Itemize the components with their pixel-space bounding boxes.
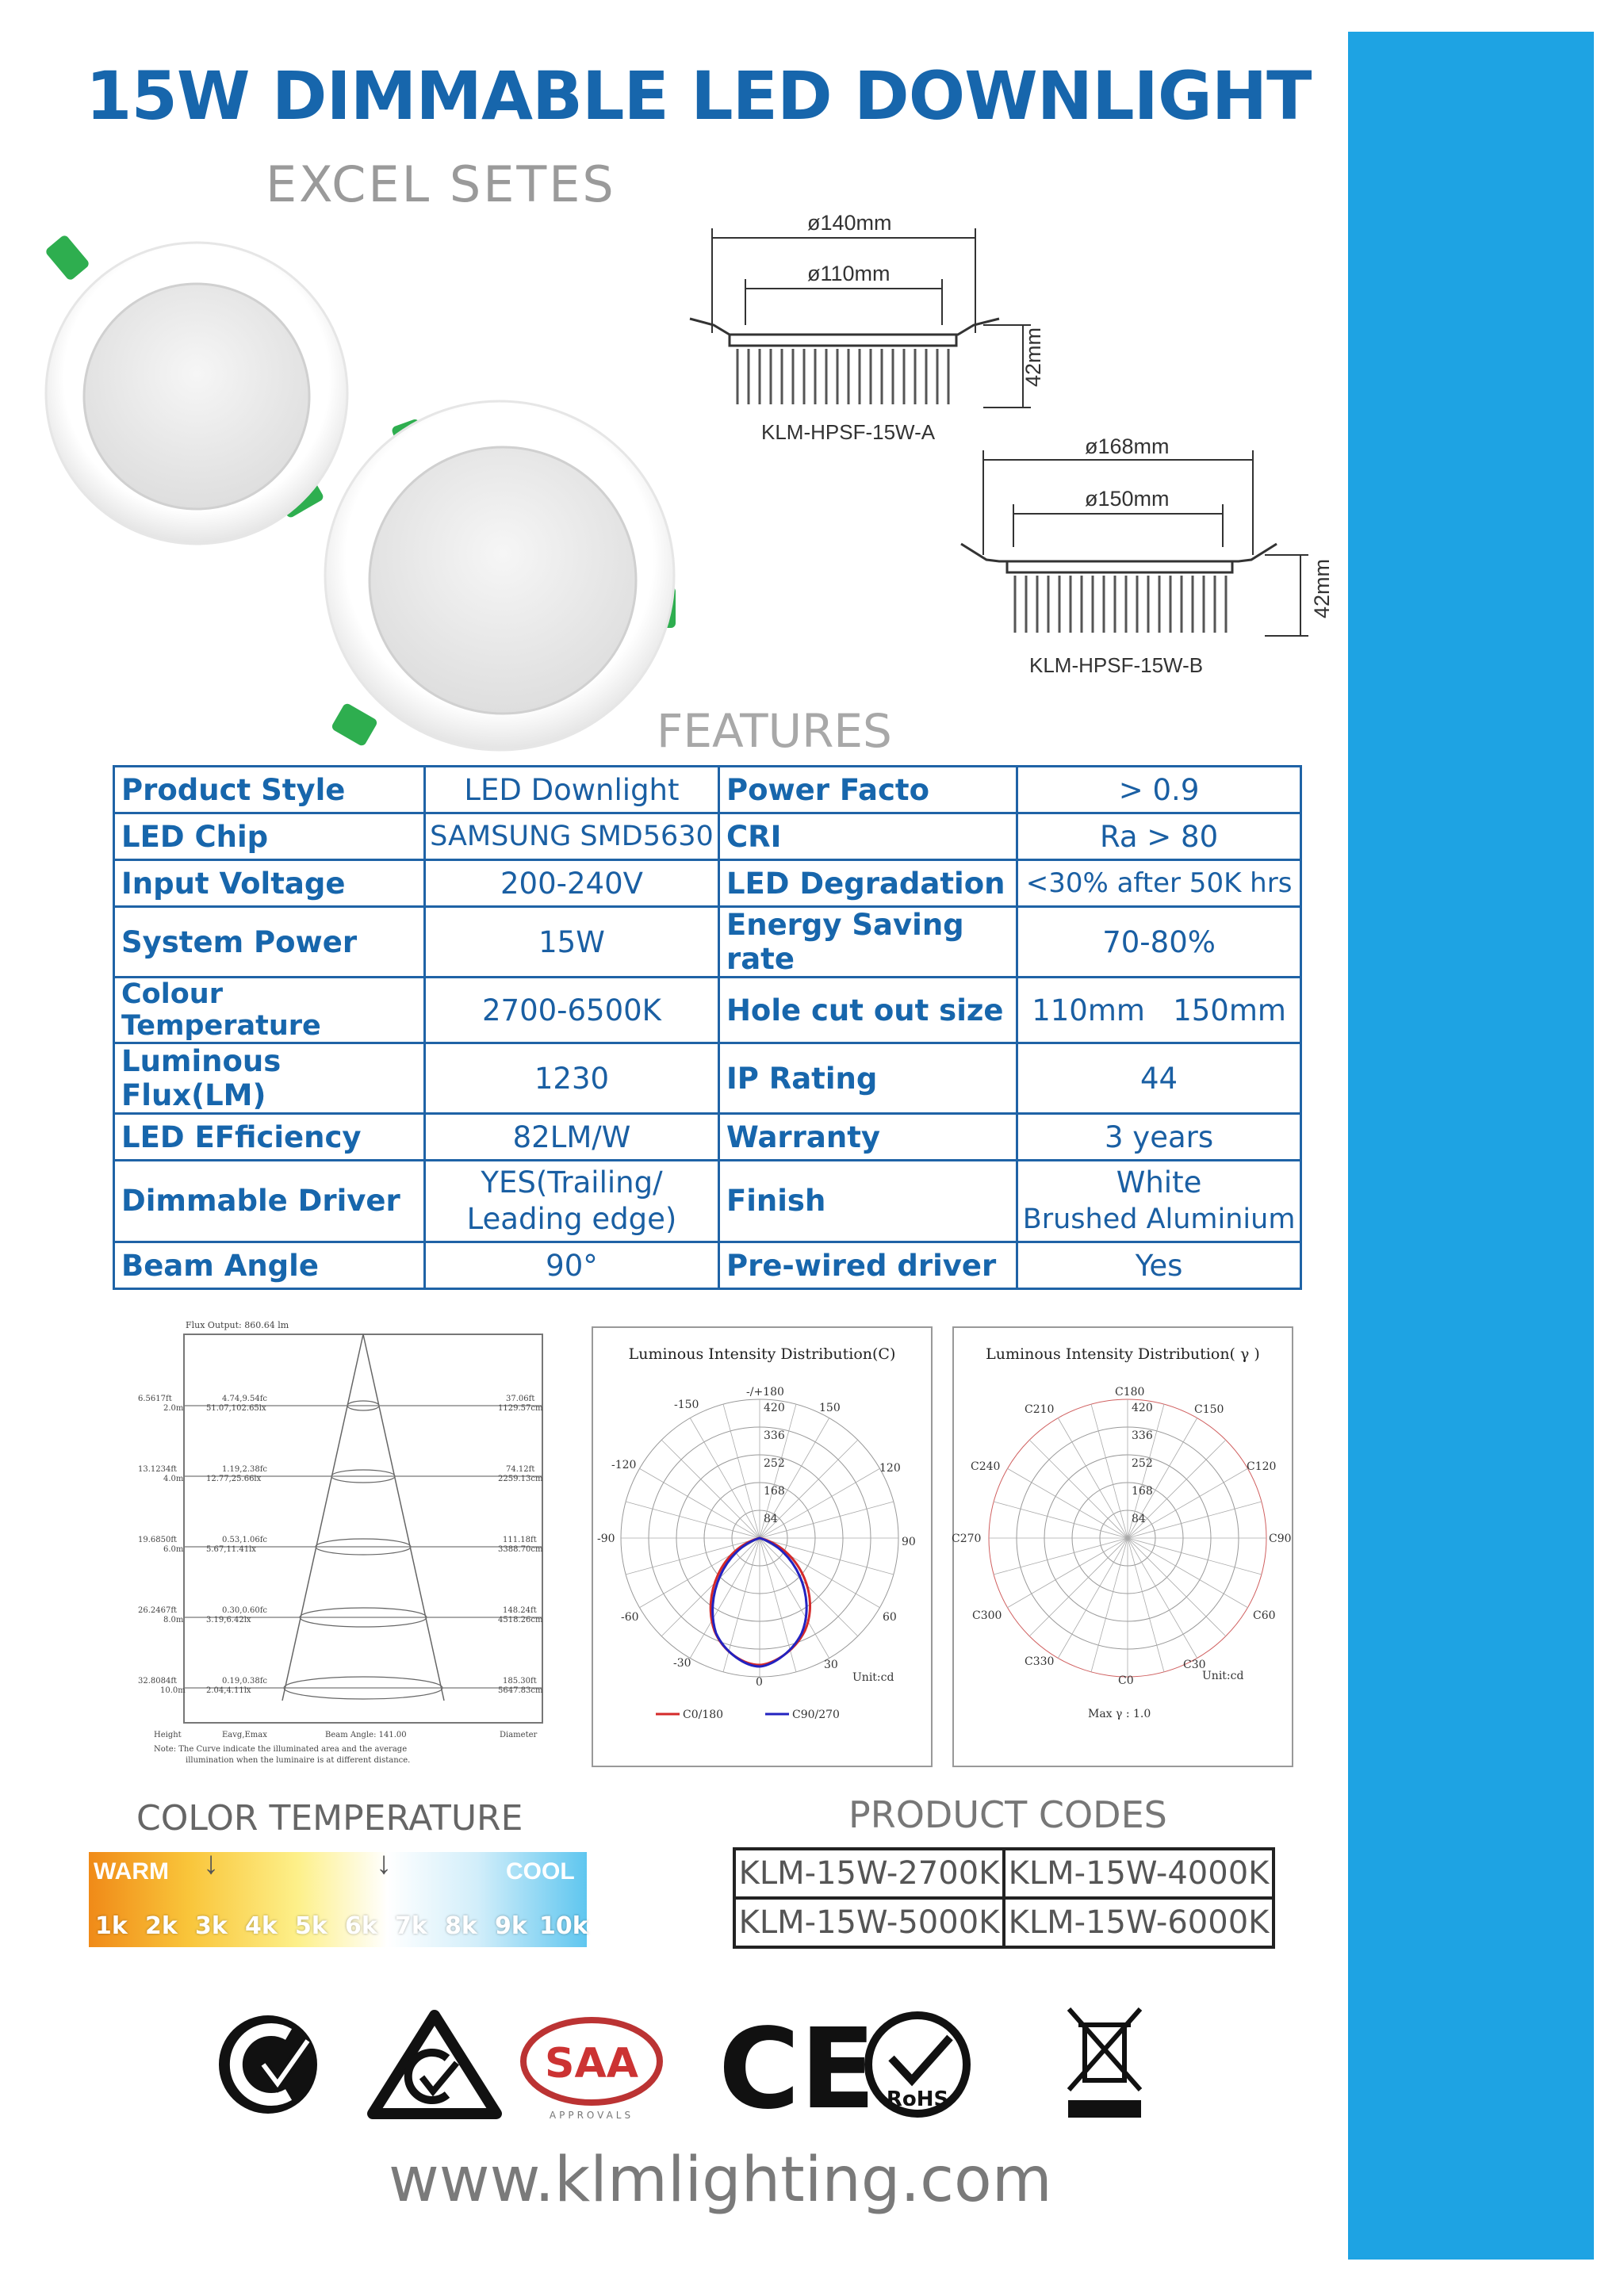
angle-label: -120	[611, 1459, 637, 1471]
height-ft: 6.5617ft	[138, 1395, 172, 1403]
dimension-drawing-b	[952, 428, 1340, 658]
spec-table	[113, 765, 1302, 1290]
spec-label: Luminous Flux(LM)	[114, 1043, 425, 1114]
spec-label: Product Style	[114, 767, 425, 813]
height-m: 8.0m	[163, 1616, 184, 1624]
eavg-lx: 2.04,4.11lx	[206, 1686, 251, 1695]
dimension-a-outer: ø140mm	[807, 211, 892, 235]
table-row	[114, 907, 1301, 978]
eavg-lx: 51.07,102.65lx	[206, 1404, 266, 1413]
side-bar	[1348, 32, 1594, 2260]
ring-label: 336	[1132, 1429, 1153, 1442]
dimension-a-height: 42mm	[1021, 327, 1045, 387]
ct-tick: 7k	[395, 1912, 427, 1940]
saa-text: SAA	[545, 2040, 638, 2087]
spec-value: 3 years	[1017, 1114, 1301, 1161]
angle-label: C180	[1115, 1386, 1145, 1399]
product-codes-table	[733, 1847, 1275, 1949]
dimension-drawing-a	[682, 206, 1055, 452]
ring-label: 420	[1132, 1402, 1153, 1414]
spec-value-multiline	[424, 1161, 718, 1242]
arrow-down-icon: ↓	[376, 1846, 392, 1881]
ring-label: 252	[1132, 1457, 1153, 1470]
rohs-text: RoHS	[886, 2087, 949, 2111]
angle-label: C90	[1269, 1533, 1292, 1545]
ct-tick: 4k	[245, 1912, 278, 1940]
ring-label: 336	[764, 1429, 785, 1442]
diameter-cm: 1129.57cm	[498, 1404, 543, 1413]
product-code: KLM-15W-5000K	[734, 1898, 1004, 1947]
table-row	[734, 1898, 1274, 1947]
table-row	[114, 1114, 1301, 1161]
col-eavg: Eavg,Emax	[222, 1731, 267, 1739]
diameter-ft: 37.06ft	[506, 1395, 535, 1403]
angle-label: 0	[756, 1676, 763, 1689]
unit-label: Unit:cd	[1202, 1670, 1244, 1682]
model-a-label: KLM-HPSF-15W-A	[761, 420, 936, 444]
table-row	[114, 860, 1301, 907]
spec-value: 70-80%	[1017, 907, 1301, 978]
angle-label: C300	[972, 1609, 1002, 1622]
table-row	[114, 978, 1301, 1043]
angle-label: 60	[883, 1611, 897, 1624]
spec-value: Yes	[1017, 1242, 1301, 1289]
ring-label: 168	[1132, 1485, 1153, 1498]
website-url[interactable]: www.klmlighting.com	[389, 2145, 1052, 2216]
eavg-lx: 5.67,11.41lx	[206, 1545, 256, 1554]
max-gamma-label: Max γ : 1.0	[1088, 1708, 1151, 1720]
illuminance-diagram	[135, 1312, 579, 1772]
spec-label: Finish	[718, 1161, 1017, 1242]
angle-label: 30	[824, 1659, 838, 1671]
col-height: Height	[154, 1731, 182, 1739]
polar-chart-gamma	[952, 1326, 1294, 1768]
product-code: KLM-15W-4000K	[1004, 1849, 1274, 1898]
cool-label: COOL	[506, 1858, 575, 1885]
spec-label: Hole cut out size	[718, 978, 1017, 1043]
spec-label: Dimmable Driver	[114, 1161, 425, 1242]
ct-tick: 10k	[539, 1912, 588, 1940]
angle-label: C30	[1183, 1659, 1206, 1671]
spec-label: Power Facto	[718, 767, 1017, 813]
note-line-1: Note: The Curve indicate the illuminated area and the average	[154, 1745, 408, 1754]
spec-value-multiline	[1017, 1161, 1301, 1242]
diameter-cm: 2259.13cm	[498, 1475, 543, 1483]
dimension-b-height: 42mm	[1310, 558, 1334, 618]
diameter-ft: 185.30ft	[503, 1677, 537, 1686]
legend-label-c90: C90/270	[792, 1709, 840, 1721]
ring-label: 252	[764, 1457, 785, 1470]
angle-label: C270	[952, 1533, 982, 1545]
eavg-fc: 0.53,1.06fc	[222, 1536, 268, 1544]
height-ft: 19.6850ft	[138, 1536, 178, 1544]
angle-label: -60	[621, 1611, 639, 1624]
ring-label: 420	[764, 1402, 785, 1414]
spec-value: 44	[1017, 1043, 1301, 1114]
table-row	[114, 813, 1301, 860]
dimension-b-outer: ø168mm	[1085, 434, 1170, 458]
product-code: KLM-15W-6000K	[1004, 1898, 1274, 1947]
height-m: 6.0m	[163, 1545, 184, 1554]
model-b-label: KLM-HPSF-15W-B	[1029, 653, 1204, 677]
spec-label: Input Voltage	[114, 860, 425, 907]
ct-tick: 3k	[195, 1912, 228, 1940]
spec-label: Pre-wired driver	[718, 1242, 1017, 1289]
downlight-b-photo	[325, 401, 676, 750]
ring-label: 84	[764, 1513, 778, 1525]
angle-label: C240	[971, 1460, 1001, 1473]
spec-value: 2700-6500K	[424, 978, 718, 1043]
angle-label: 120	[879, 1462, 901, 1475]
diameter-ft: 74.12ft	[506, 1465, 535, 1474]
spec-label: Beam Angle	[114, 1242, 425, 1289]
angle-label: -150	[674, 1399, 699, 1411]
diameter-ft: 111.18ft	[503, 1536, 537, 1544]
height-ft: 26.2467ft	[138, 1606, 178, 1615]
col-beam-angle: Beam Angle: 141.00	[325, 1731, 407, 1739]
spec-label: CRI	[718, 813, 1017, 860]
spec-value: 90°	[424, 1242, 718, 1289]
spec-label: LED EFficiency	[114, 1114, 425, 1161]
eavg-fc: 0.30,0.60fc	[222, 1606, 268, 1615]
table-row	[734, 1849, 1274, 1898]
angle-label: C60	[1253, 1609, 1276, 1622]
ring-label: 84	[1132, 1513, 1146, 1525]
height-ft: 32.8084ft	[138, 1677, 178, 1686]
col-diameter: Diameter	[500, 1731, 538, 1739]
eavg-fc: 1.19,2.38fc	[222, 1465, 268, 1474]
table-row	[114, 767, 1301, 813]
height-ft: 13.1234ft	[138, 1465, 178, 1474]
eavg-fc: 0.19,0.38fc	[222, 1677, 268, 1686]
series-name: EXCEL SETES	[266, 155, 616, 213]
ct-tick: 5k	[295, 1912, 327, 1940]
spec-value-line: Brushed Aluminium	[1022, 1203, 1296, 1235]
diameter-cm: 3388.70cm	[498, 1545, 543, 1554]
polar-c-title: Luminous Intensity Distribution(C)	[628, 1345, 896, 1363]
spec-value: <30% after 50K hrs	[1017, 860, 1301, 907]
color-temperature-heading: COLOR TEMPERATURE	[136, 1798, 523, 1839]
ring-label: 168	[764, 1485, 785, 1498]
legend-label-c0: C0/180	[683, 1709, 724, 1721]
rcm-triangle-icon	[373, 2015, 496, 2114]
spec-value: 15W	[424, 907, 718, 978]
spec-value-line: Leading edge)	[466, 1202, 677, 1236]
polar-chart-c	[591, 1326, 933, 1768]
flux-output-label: Flux Output: 860.64 lm	[186, 1320, 289, 1330]
saa-logo	[523, 2020, 660, 2121]
spec-value-line: YES(Trailing/	[481, 1165, 663, 1200]
saa-subtext: APPROVALS	[549, 2110, 634, 2121]
height-m: 10.0m	[160, 1686, 186, 1695]
warm-label: WARM	[94, 1858, 169, 1885]
angle-label: -30	[673, 1657, 691, 1670]
table-row	[114, 1043, 1301, 1114]
spec-value: > 0.9	[1017, 767, 1301, 813]
height-m: 2.0m	[163, 1404, 184, 1413]
spec-value: 200-240V	[424, 860, 718, 907]
certification-logos	[214, 2001, 1150, 2128]
spec-value: 1230	[424, 1043, 718, 1114]
eavg-lx: 3.19,6.42lx	[206, 1616, 251, 1624]
ct-tick: 1k	[95, 1912, 128, 1940]
rohs-icon	[868, 2015, 967, 2114]
angle-label: 150	[819, 1402, 841, 1414]
diameter-cm: 5647.83cm	[498, 1686, 543, 1695]
spec-label: System Power	[114, 907, 425, 978]
product-codes-heading: PRODUCT CODES	[848, 1793, 1167, 1836]
spec-value-line: White	[1116, 1165, 1202, 1200]
angle-label: C210	[1025, 1403, 1055, 1416]
height-m: 4.0m	[163, 1475, 184, 1483]
angle-label: C0	[1118, 1674, 1134, 1687]
angle-label: -/+180	[746, 1386, 784, 1399]
spec-value: 82LM/W	[424, 1114, 718, 1161]
ct-tick: 9k	[495, 1912, 527, 1940]
page-title: 15W DIMMABLE LED DOWNLIGHT	[86, 57, 1312, 135]
dimension-a-inner: ø110mm	[807, 262, 891, 285]
table-row	[114, 1161, 1301, 1242]
weee-bin-icon	[1069, 2009, 1140, 2115]
table-row	[114, 1242, 1301, 1289]
note-line-2: illumination when the luminaire is at different distance.	[186, 1756, 411, 1765]
downlight-a-photo	[44, 234, 347, 544]
spec-label: Colour Temperature	[114, 978, 425, 1043]
angle-label: -90	[597, 1533, 615, 1545]
eavg-fc: 4.74,9.54fc	[222, 1395, 268, 1403]
product-code: KLM-15W-2700K	[734, 1849, 1004, 1898]
ce-text: CE	[718, 2005, 876, 2128]
unit-label: Unit:cd	[852, 1671, 894, 1684]
diameter-cm: 4518.26cm	[498, 1616, 543, 1624]
ct-tick: 2k	[145, 1912, 178, 1940]
angle-label: C330	[1025, 1655, 1055, 1668]
spec-label: LED Degradation	[718, 860, 1017, 907]
diameter-ft: 148.24ft	[503, 1606, 537, 1615]
product-photos	[24, 214, 690, 761]
polar-g-title: Luminous Intensity Distribution( γ )	[986, 1345, 1260, 1363]
angle-label: 90	[902, 1536, 916, 1548]
spec-value: SAMSUNG SMD5630	[424, 813, 718, 860]
arrow-down-icon: ↓	[203, 1846, 219, 1881]
ce-mark-icon	[718, 2005, 875, 2128]
features-heading: FEATURES	[657, 704, 892, 758]
polar-g-spokes	[989, 1399, 1266, 1677]
spec-value: 110mm 150mm	[1017, 978, 1301, 1043]
ct-tick: 6k	[345, 1912, 377, 1940]
spec-label: Energy Saving rate	[718, 907, 1017, 978]
spec-label: LED Chip	[114, 813, 425, 860]
c-tick-icon	[219, 2015, 317, 2114]
angle-label: C150	[1194, 1403, 1224, 1416]
dimension-b-inner: ø150mm	[1085, 487, 1170, 511]
ct-tick: 8k	[445, 1912, 477, 1940]
spec-value: Ra > 80	[1017, 813, 1301, 860]
spec-label: Warranty	[718, 1114, 1017, 1161]
angle-label: C120	[1247, 1460, 1277, 1473]
eavg-lx: 12.77,25.66lx	[206, 1475, 262, 1483]
spec-value: LED Downlight	[424, 767, 718, 813]
spec-label: IP Rating	[718, 1043, 1017, 1114]
